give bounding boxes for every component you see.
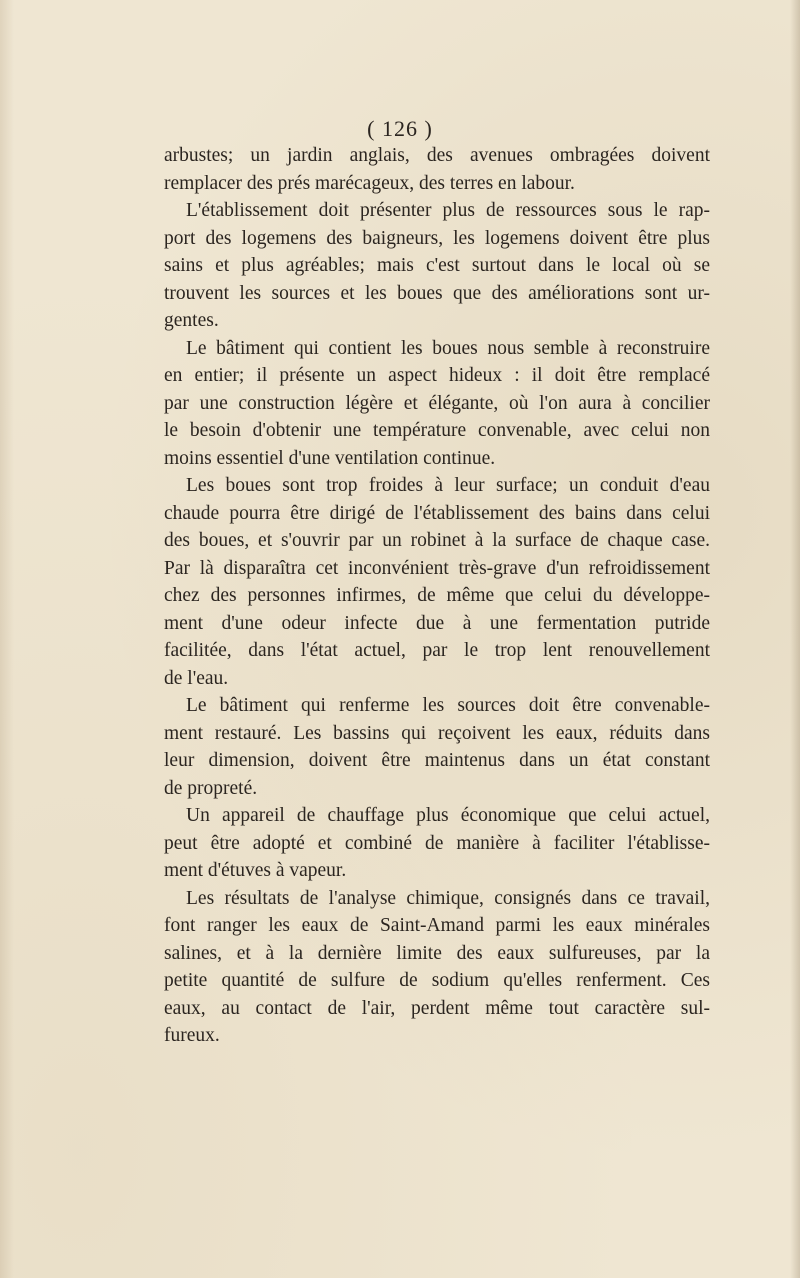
text-line: en entier; il présente un aspect hideux : il doit être remplacé: [164, 365, 710, 386]
text-line: de l'eau.: [164, 667, 229, 689]
page-right-edge: [790, 0, 800, 1278]
text-line: le besoin d'obtenir une température convenable, avec celui non: [164, 420, 710, 441]
text-line: leur dimension, doivent être maintenus dans un état constant: [164, 750, 710, 771]
text-line: Les résultats de l'analyse chimique, consignés dans ce travail,: [186, 887, 710, 909]
text-line: peut être adopté et combiné de manière à faciliter l'établisse-: [164, 832, 710, 854]
text-line: arbustes; un jardin anglais, des avenues ombragées doivent: [164, 145, 710, 166]
text-line: remplacer des prés marécageux, des terres en labour.: [164, 172, 575, 194]
body-text: [164, 142, 710, 1050]
text-line: sains et plus agréables; mais c'est surtout dans le local où se: [164, 255, 710, 276]
text-line: ment d'une odeur infecte due à une fermentation putride: [164, 612, 710, 634]
text-line: ment restauré. Les bassins qui reçoivent les eaux, réduits dans: [164, 722, 710, 744]
text-line: de propreté.: [164, 777, 258, 799]
text-line: L'établissement doit présenter plus de ressources sous le rap-: [186, 200, 710, 221]
text-line: facilitée, dans l'état actuel, par le trop lent renouvellement: [164, 640, 710, 661]
text-line: trouvent les sources et les boues que des améliorations sont ur-: [164, 282, 710, 304]
text-line: Le bâtiment qui renferme les sources doit être convenable-: [186, 695, 710, 716]
text-line: chez des personnes infirmes, de même que celui du développe-: [164, 585, 710, 606]
text-line: chaude pourra être dirigé de l'établissement des bains dans celui: [164, 502, 710, 524]
text-line: Le bâtiment qui contient les boues nous semble à reconstruire: [186, 337, 710, 359]
text-line: des boues, et s'ouvrir par un robinet à la surface de chaque case.: [164, 530, 710, 551]
text-line: port des logemens des baigneurs, les logemens doivent être plus: [164, 227, 710, 249]
text-line: fureux.: [164, 1025, 220, 1046]
text-line: Par là disparaîtra cet inconvénient très-grave d'un refroidissement: [164, 557, 710, 579]
text-line: par une construction légère et élégante, où l'on aura à concilier: [164, 392, 710, 414]
text-line: Les boues sont trop froides à leur surface; un conduit d'eau: [186, 475, 710, 496]
text-line: petite quantité de sulfure de sodium qu'elles renferment. Ces: [164, 970, 710, 991]
text-line: gentes.: [164, 310, 219, 331]
page-left-edge: [0, 0, 14, 1278]
text-line: Un appareil de chauffage plus économique que celui actuel,: [186, 805, 710, 826]
page-number: ( 126 ): [367, 116, 433, 141]
text-line: font ranger les eaux de Saint-Amand parmi les eaux minérales: [164, 915, 710, 936]
text-line: salines, et à la dernière limite des eaux sulfureuses, par la: [164, 942, 710, 964]
text-line: moins essentiel d'une ventilation continue.: [164, 447, 496, 469]
text-line: ment d'étuves à vapeur.: [164, 860, 347, 881]
text-line: eaux, au contact de l'air, perdent même tout caractère sul-: [164, 997, 710, 1019]
